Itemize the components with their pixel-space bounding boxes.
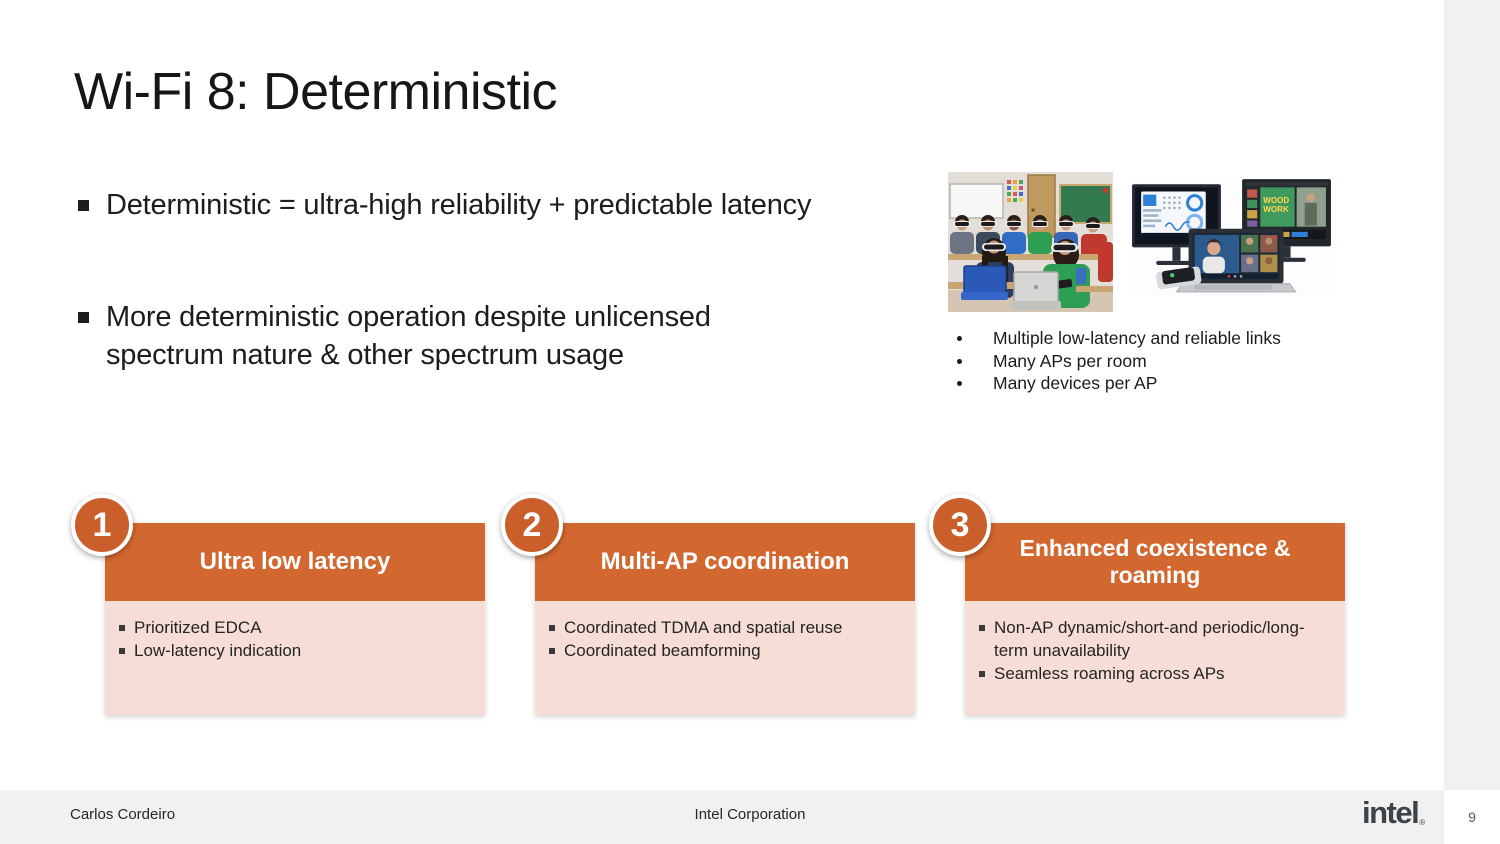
main-bullet-list [78, 186, 878, 374]
blue-laptop-icon [961, 266, 1008, 300]
square-bullet-icon [119, 625, 125, 631]
card-header [965, 523, 1345, 601]
card-bullet-text: Prioritized EDCA [134, 618, 262, 637]
side-bullet-list [957, 327, 1281, 395]
step-number-badge [71, 494, 133, 556]
card-bullet-text: Seamless roaming across APs [994, 664, 1225, 683]
side-bullet-item [957, 350, 1281, 373]
square-bullet-icon [979, 671, 985, 677]
side-bullet-text: Many devices per AP [993, 373, 1158, 393]
side-bullet-item [957, 327, 1281, 350]
side-bullet-text: Many APs per room [993, 350, 1147, 371]
side-bullet-text: Multiple low-latency and reliable links [993, 328, 1281, 348]
main-bullet-item [78, 298, 878, 374]
main-bullet-item [78, 186, 878, 224]
card-bullet-item [549, 616, 901, 639]
square-bullet-icon [979, 625, 985, 631]
card-bullet-text: Coordinated TDMA and spatial reuse [564, 618, 843, 637]
monitor-word-1: WOOD [1263, 195, 1290, 205]
main-bullet-text: More deterministic operation despite unlicensed spectrum nature & other spectrum usage [106, 301, 711, 371]
registered-mark-icon: ® [1419, 818, 1426, 827]
square-bullet-icon [549, 648, 555, 654]
side-bullet-item [957, 372, 1281, 395]
card-title: Ultra low latency [199, 548, 391, 575]
classroom-photo [948, 172, 1113, 312]
card-bullet-text: Non-AP dynamic/short-and periodic/long-term unavailability [994, 618, 1305, 660]
card-body [965, 601, 1345, 715]
monitor-word-2: WORK [1263, 205, 1289, 215]
card-bullet-text: Coordinated beamforming [564, 641, 761, 660]
page-title: Wi-Fi 8: Deterministic [74, 63, 558, 121]
square-bullet-icon [78, 312, 89, 323]
feature-card-enhanced-coexistence [965, 523, 1345, 715]
step-number: 3 [950, 505, 970, 544]
intel-logo [1362, 795, 1424, 831]
card-header [105, 523, 485, 601]
feature-card-ultra-low-latency [105, 523, 485, 715]
card-bullet-item [119, 639, 471, 662]
square-bullet-icon [119, 648, 125, 654]
devices-photo [1128, 177, 1335, 296]
card-bullet-item [979, 616, 1331, 662]
intel-logo-text: intel [1362, 795, 1419, 830]
card-bullet-item [979, 662, 1331, 685]
card-bullet-item [549, 639, 901, 662]
step-number-badge [501, 494, 563, 556]
round-bullet-icon [957, 336, 962, 341]
step-number: 1 [92, 505, 112, 544]
footer-author: Carlos Cordeiro [70, 806, 176, 823]
step-number: 2 [522, 505, 542, 544]
card-bullet-text: Low-latency indication [134, 641, 302, 660]
page-number-cell [1444, 790, 1500, 844]
step-number-badge [929, 494, 991, 556]
right-gutter [1444, 0, 1500, 790]
round-bullet-icon [957, 381, 962, 386]
card-body [105, 601, 485, 715]
main-bullet-text: Deterministic = ultra-high reliability + predictable latency [106, 189, 812, 221]
card-title: Enhanced coexistence & roaming [1019, 535, 1291, 588]
feature-card-multi-ap-coordination [535, 523, 915, 715]
footer [0, 790, 1444, 844]
card-bullet-item [119, 616, 471, 639]
card-header [535, 523, 915, 601]
card-title: Multi-AP coordination [600, 548, 850, 575]
card-body [535, 601, 915, 715]
page-number: 9 [1468, 809, 1476, 825]
footer-company: Intel Corporation [694, 806, 806, 823]
round-bullet-icon [957, 359, 962, 364]
square-bullet-icon [549, 625, 555, 631]
square-bullet-icon [78, 200, 89, 211]
silver-laptop-icon [1011, 272, 1061, 310]
